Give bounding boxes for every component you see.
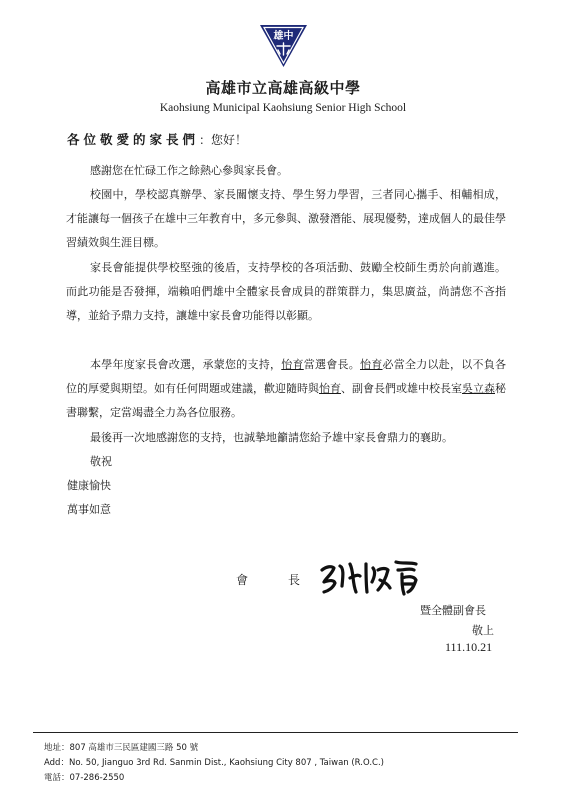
paragraph-5 (66, 426, 506, 450)
paragraph-5-text: 最後再一次地感謝您的支持，也誠摯地籲請您給予雄中家長會鼎力的襄助。 (90, 431, 453, 444)
name-underlined: 怡育 (319, 382, 341, 395)
footer-divider (33, 732, 518, 733)
school-name-cn: 高雄市立高雄高級中學 (205, 79, 361, 97)
respect-closing: 敬上 (472, 624, 494, 637)
school-name-en: Kaohsiung Municipal Kaohsiung Senior High School (159, 102, 407, 114)
paragraph-2-text: 校園中，學校認真辦學、家長關懷支持、學生努力學習，三者同心攜手、相輔相成，才能讓每一個孩子在雄中三年教育中，多元參與、激發潛能、展現優勢，達成個人的最佳學習績效與生涯目標。 (66, 188, 506, 249)
salutation-bold: 各位敬愛的家長們 (67, 132, 200, 147)
paragraph-4 (66, 353, 506, 425)
salutation (67, 130, 247, 148)
footer-address-en: Add：No. 50, Jianguo 3rd Rd. Sanmin Dist., Kaohsiung City 807 , Taiwan (R.O.C.) (44, 758, 384, 768)
footer-address-cn: 地址：807 高雄市三民區建國三路 50 號 (44, 743, 199, 753)
paragraph-2 (66, 183, 506, 255)
letter-date: 111.10.21 (445, 640, 493, 654)
paragraph-1 (66, 159, 506, 183)
paragraph-3 (66, 256, 506, 328)
paragraph-3-text: 家長會能提供學校堅強的後盾，支持學校的各項活動、鼓勵全校師生勇於向前邁進。而此功能是否發揮，端賴咱們雄中全體家長會成員的群策群力，集思廣益，尚請您不吝指導，並給予鼎力支持，讓雄中家長會功能得以彰顯。 (66, 261, 506, 322)
footer-phone: 電話：07-286-2550 (44, 773, 125, 783)
paragraph-1-text: 感謝您在忙碌工作之餘熱心參與家長會。 (90, 164, 288, 177)
co-signers: 暨全體副會長 (420, 604, 486, 617)
closing-health: 健康愉快 (67, 479, 111, 492)
secretary-name: 吳立森 (462, 382, 495, 395)
salutation-rest: ：您好！ (199, 133, 248, 147)
paragraph-4-text: 本學年度家長會改選，承蒙您的支持，怡育當選會長。怡育必當全力以赴，以不負各位的厚愛與期望。如有任何問題或建議，歡迎隨時與怡育、副會長們或雄中校長室吳立森秘書聯繫，定當竭盡全力為各位服務。 (66, 358, 506, 419)
closing-wish-2: 萬事如意 (67, 503, 111, 516)
name-underlined: 怡育 (281, 358, 304, 371)
logo-text: 雄中 (273, 31, 294, 42)
school-logo (259, 24, 308, 68)
signature-title: 會 長 (236, 573, 301, 587)
handwritten-signature (318, 556, 423, 596)
name-underlined: 怡育 (360, 358, 383, 371)
closing-wish: 敬祝 (90, 455, 112, 468)
